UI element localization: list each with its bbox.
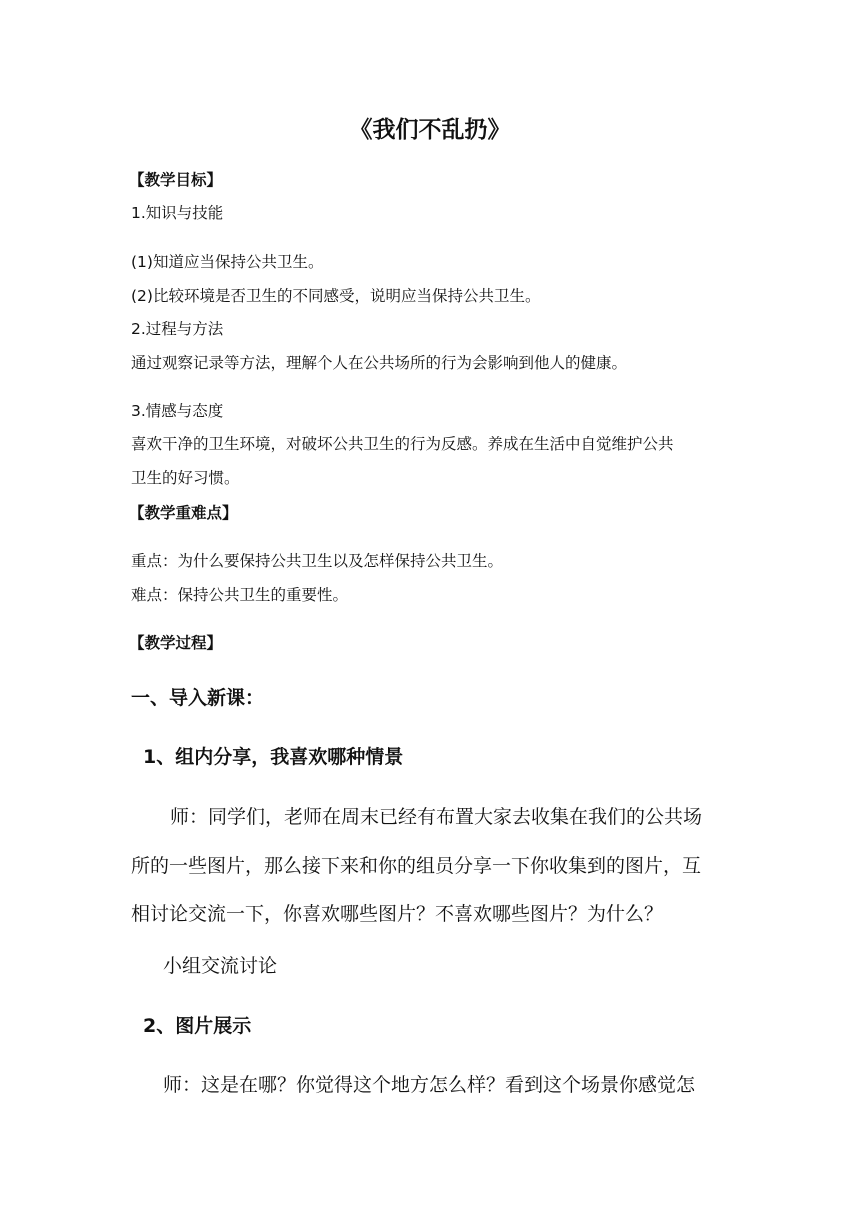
objective-3-text-line-1: 喜欢干净的卫生环境，对破坏公共卫生的行为反感。养成在生活中自觉维护公共 (131, 435, 674, 453)
document-title: 《我们不乱扔》 (349, 117, 511, 143)
objective-1-title: 1.知识与技能 (131, 204, 224, 222)
step-2-title: 2、图片展示 (143, 1015, 252, 1037)
objective-3-text-line-2: 卫生的好习惯。 (131, 469, 240, 487)
step-1-activity: 小组交流讨论 (163, 955, 278, 977)
step-1-teacher-line-3: 相讨论交流一下，你喜欢哪些图片？不喜欢哪些图片？为什么？ (131, 903, 664, 925)
key-point-focus: 重点：为什么要保持公共卫生以及怎样保持公共卫生。 (131, 552, 504, 570)
step-1-teacher-line-2: 所的一些图片，那么接下来和你的组员分享一下你收集到的图片，互 (131, 855, 702, 877)
objective-1-point-1: (1)知道应当保持公共卫生。 (131, 253, 324, 271)
step-1-teacher-line-1: 师：同学们，老师在周末已经有布置大家去收集在我们的公共场 (170, 806, 703, 828)
objective-3-title: 3.情感与态度 (131, 402, 224, 420)
objectives-heading: 【教学目标】 (129, 171, 223, 189)
objective-1-point-2: (2)比较环境是否卫生的不同感受，说明应当保持公共卫生。 (131, 287, 541, 305)
key-points-heading: 【教学重难点】 (129, 504, 238, 522)
objective-2-title: 2.过程与方法 (131, 320, 224, 338)
step-2-teacher-line-1: 师：这是在哪？你觉得这个地方怎么样？看到这个场景你感觉怎 (163, 1074, 696, 1096)
objective-2-text: 通过观察记录等方法，理解个人在公共场所的行为会影响到他人的健康。 (131, 354, 628, 372)
section-1-title: 一、导入新课： (131, 687, 265, 709)
step-1-title: 1、组内分享，我喜欢哪种情景 (143, 746, 404, 768)
key-point-difficulty: 难点：保持公共卫生的重要性。 (131, 586, 349, 604)
process-heading: 【教学过程】 (129, 634, 223, 652)
